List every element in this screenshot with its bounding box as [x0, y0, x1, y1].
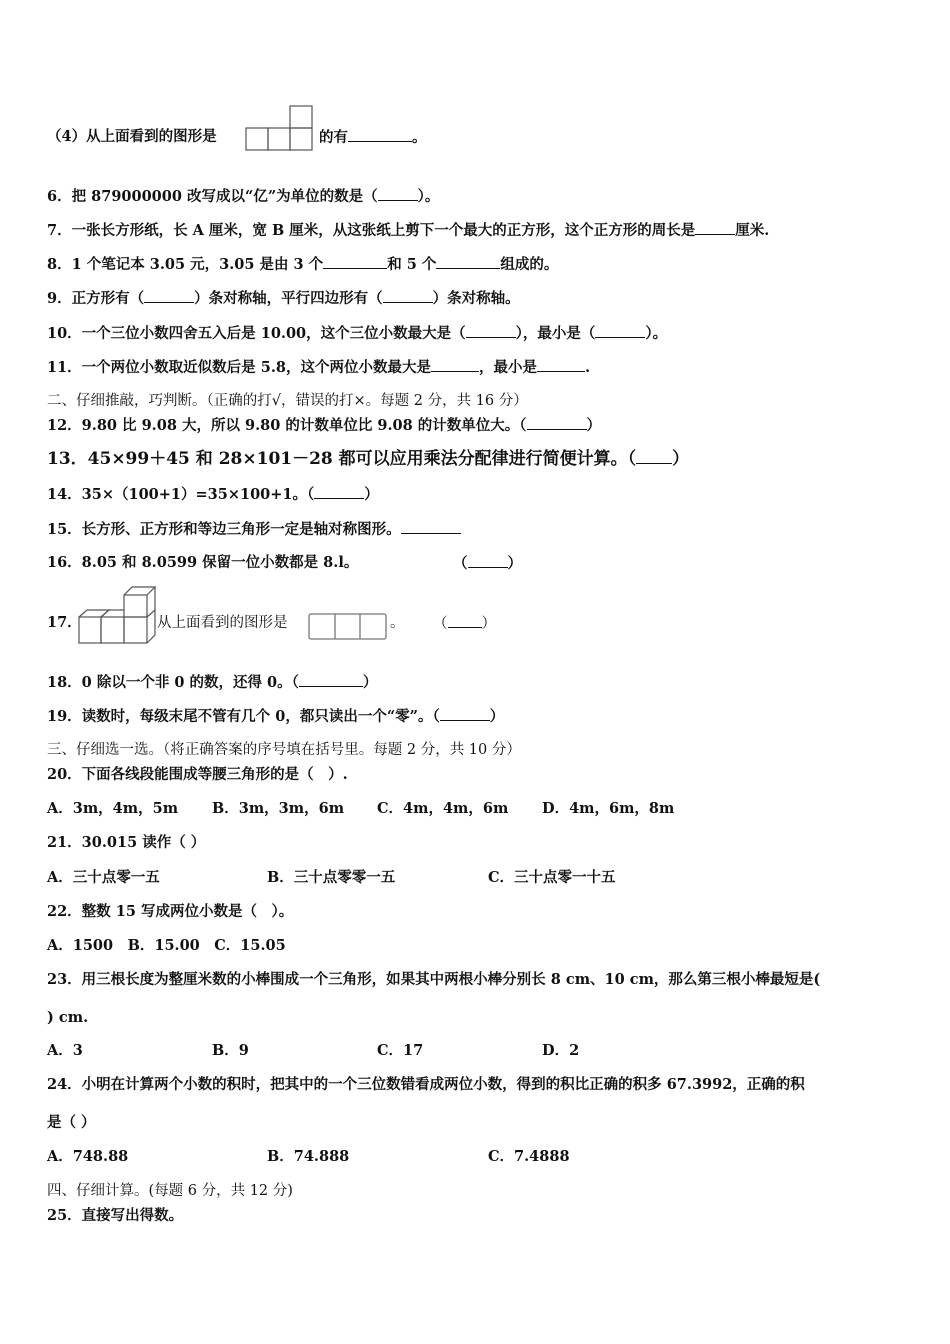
question-19	[47, 706, 504, 727]
q13-end: ）	[672, 449, 690, 469]
q9-part-a: 9．正方形有（	[47, 290, 145, 307]
question-13	[47, 449, 689, 469]
answer-blank[interactable]	[401, 519, 461, 534]
question-11	[47, 357, 590, 378]
q8-part-a: 8．1 个笔记本 3.05 元，3.05 是由 3 个	[47, 256, 324, 273]
question-24-stem-line2: 是（ ）	[47, 1114, 96, 1131]
q10-part-a: 10．一个三位小数四舍五入后是 10.00，这个三位小数最大是（	[47, 325, 466, 342]
three-squares-figure-icon	[308, 613, 388, 641]
q9-part-b: ）条对称轴，平行四边形有（	[194, 290, 383, 307]
question-8	[47, 254, 558, 275]
q23-option-d[interactable]: D．2	[542, 1042, 580, 1059]
q8-part-b: 和 5 个	[387, 256, 437, 273]
q13-text: 13．45×99＋45 和 28×101－28 都可以应用乘法分配律进行简便计算。（	[47, 449, 637, 469]
answer-blank[interactable]	[383, 288, 433, 303]
q17-answer	[433, 613, 496, 634]
q7-end: 厘米.	[735, 222, 770, 239]
q19-end: ）	[489, 708, 505, 725]
q20-option-a[interactable]: A．3m，4m，5m	[47, 800, 179, 817]
q23-option-c[interactable]: C．17	[377, 1042, 424, 1059]
answer-blank[interactable]	[431, 357, 479, 372]
answer-blank[interactable]	[636, 449, 672, 464]
question-9	[47, 288, 520, 309]
q4-suffix: 的有	[319, 129, 348, 146]
q7-text: 7．一张长方形纸，长 A 厘米，宽 B 厘米，从这张纸上剪下一个最大的正方形，这个正方形的周长是	[47, 222, 696, 239]
answer-blank[interactable]	[323, 254, 387, 269]
q20-option-c[interactable]: C．4m，4m，6m	[377, 800, 509, 817]
q6-end: ）。	[417, 188, 440, 205]
q4-suffix-line	[319, 127, 427, 148]
question-21-stem: 21．30.015 读作（ ）	[47, 834, 206, 851]
q4-sub-question	[47, 127, 217, 147]
question-22-stem: 22．整数 15 写成两位小数是（ ）。	[47, 903, 294, 920]
answer-blank[interactable]	[314, 484, 364, 499]
answer-blank[interactable]	[378, 186, 418, 201]
q20-option-d[interactable]: D．4m，6m，8m	[542, 800, 675, 817]
q16-open: （	[453, 555, 468, 572]
question-25-stem: 25．直接写出得数。	[47, 1207, 184, 1224]
answer-blank[interactable]	[468, 553, 508, 568]
q16-close: ）	[507, 555, 522, 572]
q23-option-b[interactable]: B．9	[212, 1042, 249, 1059]
answer-blank[interactable]	[527, 415, 587, 430]
cube-stack-figure-icon	[78, 585, 160, 645]
q24-option-b[interactable]: B．74.888	[267, 1148, 350, 1165]
q4-prefix: （4）从上面看到的图形是	[47, 128, 217, 145]
question-23-stem-line1: 23．用三根长度为整厘米数的小棒围成一个三角形，如果其中两根小棒分别长 8 cm、10 cm，那么第三根小棒最短是(	[47, 971, 821, 988]
answer-blank[interactable]	[436, 254, 500, 269]
q14-text: 14．35×（100+1）=35×100+1。（	[47, 486, 315, 503]
q8-part-c: 组成的。	[500, 256, 559, 273]
answer-blank[interactable]	[144, 288, 194, 303]
question-14	[47, 484, 379, 505]
q6-text: 6．把 879000000 改写成以“亿”为单位的数是（	[47, 188, 378, 205]
answer-blank[interactable]	[448, 613, 482, 628]
q9-part-c: ）条对称轴。	[432, 290, 520, 307]
q12-end: ）	[586, 417, 602, 434]
answer-blank[interactable]	[537, 357, 585, 372]
q21-option-c[interactable]: C．三十点零一十五	[488, 869, 616, 886]
question-7	[47, 220, 769, 241]
q11-part-c: .	[584, 359, 591, 376]
q10-part-b: ），最小是（	[515, 325, 596, 342]
answer-blank[interactable]	[695, 220, 735, 235]
section-4-heading: 四、仔细计算。(每题 6 分，共 12 分)	[47, 1183, 293, 1199]
q16-text: 16．8.05 和 8.0599 保留一位小数都是 8.l。	[47, 554, 359, 571]
q21-option-b[interactable]: B．三十点零零一五	[267, 869, 396, 886]
q11-part-a: 11．一个两位小数取近似数后是 5.8，这个两位小数最大是	[47, 359, 431, 376]
q24-option-a[interactable]: A．748.88	[47, 1148, 129, 1165]
q19-text: 19．读数时，每级末尾不管有几个 0，都只读出一个“零”。（	[47, 708, 440, 725]
question-17-number: 17．	[47, 614, 82, 631]
question-24-stem-line1: 24．小明在计算两个小数的积时，把其中的一个三位数错看成两位小数，得到的积比正确的积多 67.3992，正确的积	[47, 1076, 805, 1093]
q17-close: ）	[481, 616, 496, 632]
question-18	[47, 672, 377, 693]
question-6	[47, 186, 439, 207]
q17-open: （	[433, 616, 448, 632]
q23-option-a[interactable]: A．3	[47, 1042, 83, 1059]
answer-blank[interactable]	[299, 672, 363, 687]
section-2-heading: 二、仔细推敲，巧判断。（正确的打√，错误的打×。每题 2 分，共 16 分）	[47, 393, 528, 409]
answer-blank[interactable]	[466, 323, 516, 338]
q15-text: 15．长方形、正方形和等边三角形一定是轴对称图形。	[47, 521, 401, 538]
q10-part-c: ）。	[645, 325, 668, 342]
q4-end: 。	[412, 129, 427, 146]
q24-option-c[interactable]: C．7.4888	[488, 1148, 570, 1165]
q18-end: ）	[362, 674, 378, 691]
q20-option-b[interactable]: B．3m，3m，6m	[212, 800, 345, 817]
question-23-stem-line2: ) cm.	[47, 1009, 89, 1026]
q11-part-b: ，最小是	[478, 359, 537, 376]
q21-option-a[interactable]: A．三十点零一五	[47, 869, 160, 886]
question-10	[47, 323, 667, 344]
answer-blank[interactable]	[595, 323, 645, 338]
q22-options[interactable]: A．1500 B．15.00 C．15.05	[47, 937, 286, 954]
answer-blank[interactable]	[440, 706, 490, 721]
q12-text: 12．9.80 比 9.08 大，所以 9.80 的计数单位比 9.08 的计数单位大。（	[47, 417, 527, 434]
q17-period: 。	[390, 615, 405, 631]
q18-text: 18．0 除以一个非 0 的数，还得 0。（	[47, 674, 299, 691]
section-3-heading: 三、仔细选一选。（将正确答案的序号填在括号里。每题 2 分，共 10 分）	[47, 742, 521, 758]
question-20-stem: 20．下面各线段能围成等腰三角形的是（ ）.	[47, 766, 348, 783]
q17-text: 从上面看到的图形是	[157, 615, 288, 631]
answer-blank[interactable]	[348, 127, 412, 142]
question-12	[47, 415, 601, 436]
top-view-figure-icon	[245, 104, 313, 151]
q16-answer	[453, 553, 522, 574]
question-16	[47, 553, 358, 573]
q14-end: ）	[364, 486, 379, 503]
question-15	[47, 519, 461, 540]
